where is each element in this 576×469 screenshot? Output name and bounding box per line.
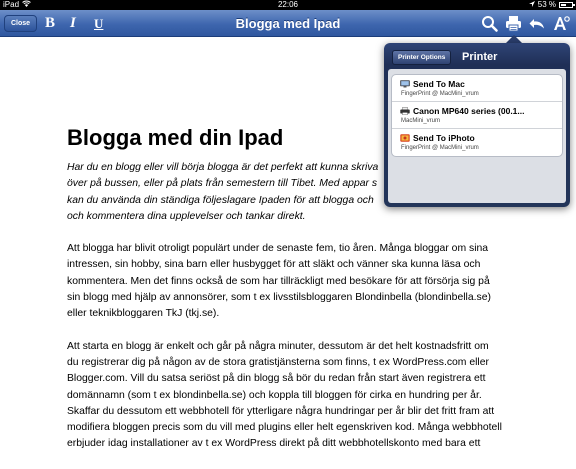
search-icon[interactable] [480,14,499,33]
document-title: Blogga med Ipad [235,16,341,31]
status-time: 22:06 [277,0,299,9]
text-line: Blogger.com. Vill du satsa seriöst på din blogg så bör du redan från start även registrera ett [67,373,486,385]
printer-subtitle: FingerPrint @ MacMini_vrum [401,145,479,151]
undo-icon[interactable] [528,14,547,33]
battery-percent: 53 % [537,0,556,9]
printer-options-button[interactable]: Printer Options [392,50,451,65]
printer-subtitle: FingerPrint @ MacMini_vrum [401,91,479,97]
status-right [529,0,573,10]
toolbar [0,10,576,37]
text-line: över på bussen, eller på plats från semestern till Tibet. Med appar s [67,178,378,190]
printer-name-row [400,132,556,144]
text-line: och kommentera dina upplevelser och tankar direkt. [67,210,306,222]
popover-title: Printer [462,51,498,63]
text-line: Att blogga har blivit otroligt populärt under de senaste fem, tio åren. Många bloggar om sina [67,243,489,255]
printer-name: Canon MP640 series (00.1... [413,106,525,116]
printer-popover [384,43,570,207]
document-heading: Blogga med din Ipad [67,125,284,150]
bold-button[interactable]: B [45,15,56,31]
device-label: iPad [3,0,20,9]
status-bar [0,0,576,10]
font-settings-icon[interactable] [552,14,571,33]
location-icon [529,0,535,10]
printer-icon [400,107,410,115]
text-line: Har du en blogg eller vill börja blogga är det perfekt att kunna skriva [67,162,379,173]
popover-header [388,47,566,69]
text-line: kommentera. Men det finns också de som har tillräckligt med besökare för att försörja sig på [67,275,490,287]
text-line: intressen, sin hobby, sina barn eller husbygget för att släkt och vänner ska kunna läsa och [67,259,481,271]
text-line: Att starta en blogg är enkelt och går på några minuter, dessutom är det helt kostnadsfritt om [67,340,489,352]
iphoto-icon [400,134,410,142]
print-icon[interactable] [504,14,523,33]
printer-subtitle: MacMini_vrum [401,118,441,124]
popover-content [388,69,566,203]
battery-fill [561,4,566,6]
printer-name: Send To Mac [413,79,465,89]
text-line: du registrerar dig på någon av de stora gratistjänsterna som finns, t ex WordPress.com eller [67,356,489,368]
text-line: modifiera bloggen precis som du vill med plugins eller helt egenskriven kod. Många webbhotell [67,422,502,434]
underline-button[interactable]: U [94,16,104,31]
printer-name: Send To iPhoto [413,133,475,143]
printer-name-row [400,78,556,90]
text-line: erbjuder idag installationer av t ex WordPress direkt på ditt webbhotellskonto med bara ett [67,438,481,450]
close-button[interactable]: Close [4,15,37,32]
printer-name-row [400,105,556,117]
battery-icon [559,2,573,8]
printer-list [391,74,563,157]
text-line: kan du använda din ständiga följeslagare Ipaden för att blogga och [67,194,374,206]
printer-item-canon-mp640[interactable] [392,102,562,129]
body-paragraph-2 [67,339,537,453]
monitor-icon [400,80,410,88]
body-paragraph-1 [67,241,537,322]
italic-button[interactable]: I [70,15,76,31]
text-line: Skaffar du dessutom ett webbhotell för ytterligare några hundringar per år blir det fritt fram att [67,405,495,417]
text-line: sin blogg med hjälp av annonsörer, som t ex livsstilsbloggaren Blondinbella (blondinbella.se) [67,292,491,304]
text-line: domännamn (som t ex blondinbella.se) och koppla till bloggen för cirka en hundring per år. [67,389,482,401]
printer-item-send-to-iphoto[interactable] [392,129,562,156]
text-line: eller teknikbloggaren TkJ (tkj.se). [67,308,220,320]
printer-item-send-to-mac[interactable] [392,75,562,102]
popover-arrow [506,35,522,43]
